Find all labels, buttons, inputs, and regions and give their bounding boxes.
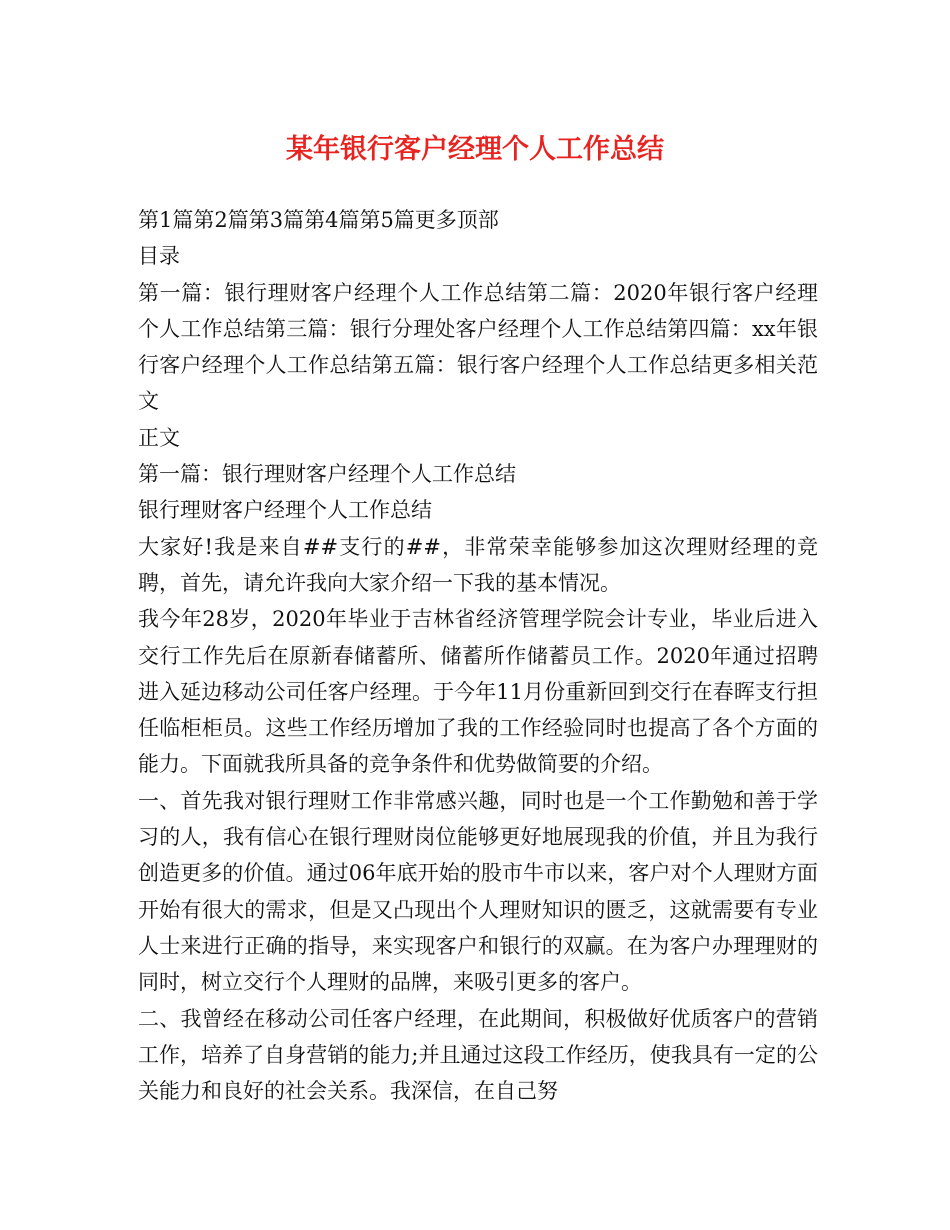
document-body [138, 202, 818, 1109]
paragraph-chapter-title: 第一篇：银行理财客户经理个人工作总结 [138, 462, 516, 487]
paragraph-background: 我今年28岁，2020年毕业于吉林省经济管理学院会计专业，毕业后进入交行工作先后在原新春储蓄所、储蓄所作储蓄员工作。2020年通过招聘进入延边移动公司任客户经理。于今年11月份重新回到交行在春晖支行担任临柜柜员。这些工作经历增加了我的工作经验同时也提高了各个方面的能力。下面就我所具备的竞争条件和优势做简要的介绍。 [138, 607, 818, 777]
paragraph-greeting: 大家好!我是来自##支行的##，非常荣幸能够参加这次理财经理的竞聘，首先，请允许我向大家介绍一下我的基本情况。 [138, 534, 818, 595]
paragraph-nav-links: 第1篇第2篇第3篇第4篇第5篇更多顶部 [138, 208, 499, 232]
paragraph-subtitle: 银行理财客户经理个人工作总结 [138, 498, 432, 523]
paragraph-body-heading: 正文 [138, 425, 180, 450]
paragraph-toc-list: 第一篇：银行理财客户经理个人工作总结第二篇：2020年银行客户经理个人工作总结第三篇：银行分理处客户经理个人工作总结第四篇：xx年银行客户经理个人工作总结第五篇：银行客户经理个人工作总结更多相关范文 [138, 280, 818, 414]
document-title: 某年银行客户经理个人工作总结 [286, 134, 664, 165]
paragraph-point-one: 一、首先我对银行理财工作非常感兴趣，同时也是一个工作勤勉和善于学习的人，我有信心在银行理财岗位能够更好地展现我的价值，并且为我行创造更多的价值。通过06年底开始的股市牛市以来，客户对个人理财方面开始有很大的需求，但是又凸现出个人理财知识的匮乏，这就需要有专业人士来进行正确的指导，来实现客户和银行的双赢。在为客户办理理财的同时，树立交行个人理财的品牌，来吸引更多的客户。 [138, 788, 818, 995]
paragraph-toc-heading: 目录 [138, 244, 180, 269]
paragraph-point-two: 二、我曾经在移动公司任客户经理，在此期间，积极做好优质客户的营销工作，培养了自身营销的能力;并且通过这段工作经历，使我具有一定的公关能力和良好的社会关系。我深信，在自己努 [138, 1006, 818, 1104]
